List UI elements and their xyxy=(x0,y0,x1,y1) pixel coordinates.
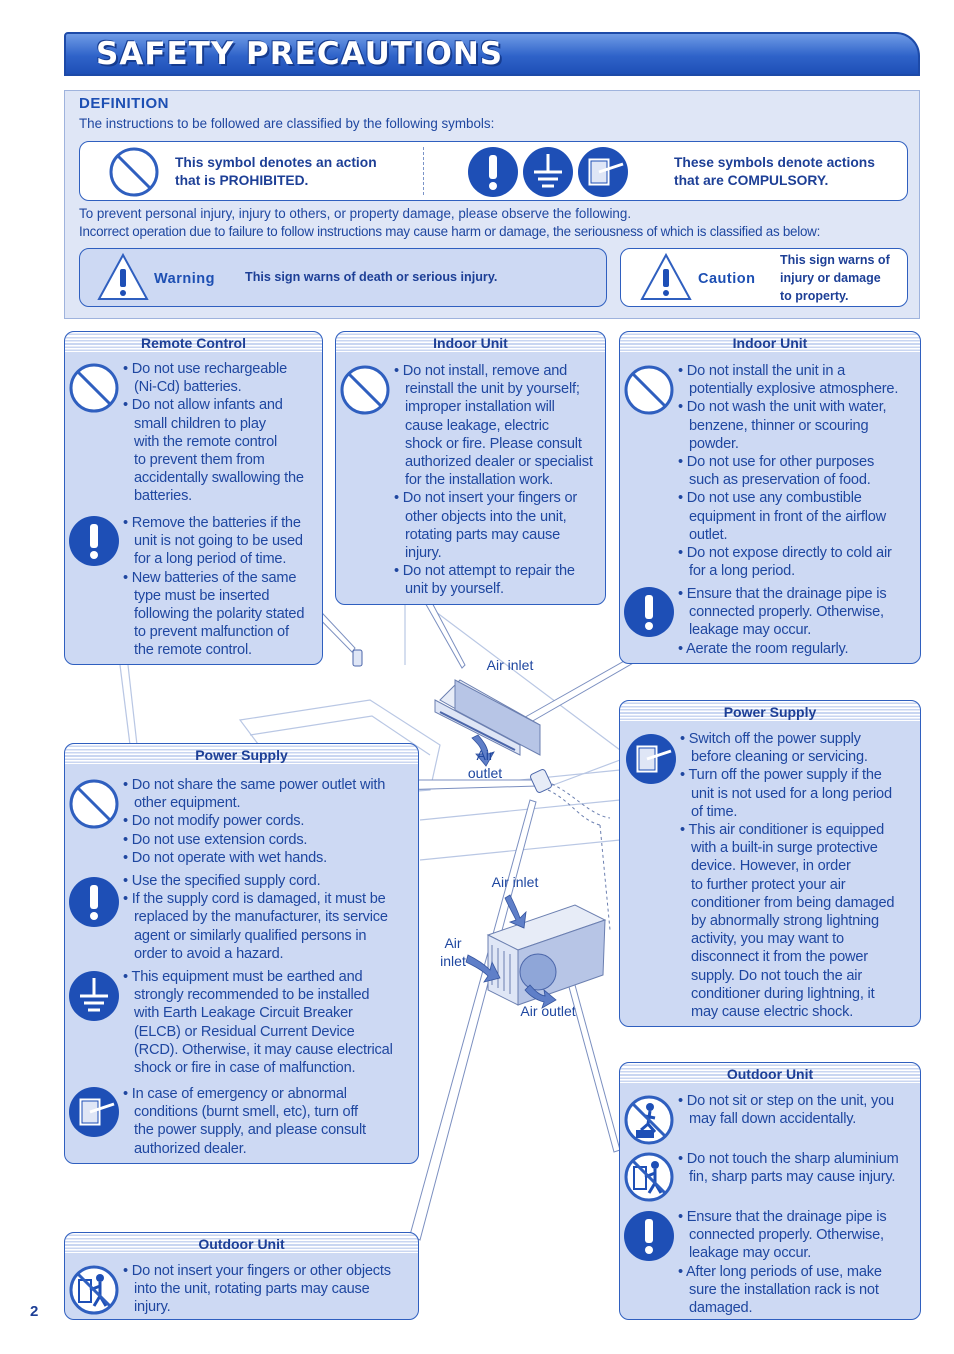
prohibited-icon xyxy=(339,364,391,416)
compulsory-icon xyxy=(68,515,120,567)
outdoor-right-no-step-text: • Do not sit or step on the unit, you may fall down accidentally. xyxy=(678,1093,894,1128)
unplug-icon xyxy=(68,1086,120,1138)
remote-control-heading: Remote Control xyxy=(65,332,322,352)
power-supply-heading-left: Power Supply xyxy=(65,744,418,764)
compulsory-icon xyxy=(623,1210,675,1262)
no-step-icon xyxy=(623,1094,675,1146)
indoor-unit-drawing xyxy=(435,680,540,755)
definition-note-2: Incorrect operation due to failure to follow instructions may cause harm or damage, the seriousness of which is classified as below: xyxy=(79,224,821,239)
no-touch-icon xyxy=(623,1151,675,1203)
power-left-prohibited-text: • Do not share the same power outlet with other equipment. • Do not modify power cords. • Do not use extension cords. • Do not operate with wet hands. xyxy=(123,777,386,866)
outdoor-right-no-touch-text: • Do not touch the sharp aluminium fin, sharp parts may cause injury. xyxy=(678,1151,899,1186)
earth-ground-icon xyxy=(68,970,120,1022)
warning-description: This sign warns of death or serious injury. xyxy=(245,270,498,284)
no-touch-icon xyxy=(68,1264,120,1316)
indoor-unit-heading-1: Indoor Unit xyxy=(336,332,605,352)
page-title: SAFETY PRECAUTIONS xyxy=(96,36,504,72)
definition-intro: The instructions to be followed are classified by the following symbols: xyxy=(79,116,495,131)
compulsory-description: These symbols denote actions that are COMPULSORY. xyxy=(674,155,875,188)
air-outlet-bottom-label: Air outlet xyxy=(520,1003,576,1019)
air-inlet-top-label: Air inlet xyxy=(486,657,534,673)
compulsory-icon xyxy=(623,586,675,638)
definition-heading: DEFINITION xyxy=(79,95,169,112)
compulsory-icon xyxy=(68,876,120,928)
warning-label: Warning xyxy=(154,271,215,287)
air-outlet-top-label: Air outlet xyxy=(467,747,503,781)
prohibited-icon xyxy=(68,778,120,830)
definition-note-1: To prevent personal injury, injury to others, or property damage, please observe the following. xyxy=(79,206,632,221)
remote-drawing xyxy=(353,650,362,666)
prohibited-icon xyxy=(623,364,675,416)
power-left-compulsory-text: • Use the specified supply cord. • If the supply cord is damaged, it must be replaced by the manufacturer, its service agent or similarly qualified persons in order to avoid a hazard. xyxy=(123,873,388,962)
indoor2-prohibited-text: • Do not install the unit in a potentially explosive atmosphere. • Do not wash the unit with water, benzene, thinner or scouring powder. • Do not use for other purposes such as preservation of food. • Do not use any combustible equipment in front of the airflow outlet. • Do not expose directly to cold air for a long period. xyxy=(678,363,899,580)
caution-description: This sign warns of injury or damage to property. xyxy=(780,253,890,303)
prohibited-description: This symbol denotes an action that is PROHIBITED. xyxy=(175,155,377,188)
remote-compulsory-text: • Remove the batteries if the unit is not going to be used for a long period of time. • New batteries of the same type must be inserted following the polarity stated to prevent malfunction of the remote control. xyxy=(123,515,305,659)
page-number: 2 xyxy=(30,1303,39,1320)
outdoor-unit-heading-right: Outdoor Unit xyxy=(620,1063,920,1083)
power-right-text: • Switch off the power supply before cleaning or servicing. • Turn off the power supply if the unit is not used for a long period of time. • This air conditioner is equipped with a built-in surge protective device. However, in order to further protect your air conditioner from being damaged by abnormally strong lightning activity, you may want to disconnect it from the power supply. Do not touch the air conditioner during lightning, it may cause electric shock. xyxy=(680,731,895,1021)
power-left-earth-text: • This equipment must be earthed and strongly recommended to be installed with Earth Leakage Circuit Breaker (ELCB) or Residual Current Device (RCD). Otherwise, it may cause electrical shock or fire in case of malfunction. xyxy=(123,969,393,1077)
air-inlet-mid-label: Air inlet xyxy=(491,874,539,890)
unplug-icon xyxy=(625,733,677,785)
air-inlet-side-label: Air inlet xyxy=(440,935,466,969)
remote-prohibited-text: • Do not use rechargeable (Ni-Cd) batteries. • Do not allow infants and small children to play with the remote control to prevent them from accidentally swallowing the batteries. xyxy=(123,361,304,505)
outdoor-unit-drawing xyxy=(488,905,605,1005)
outdoor-right-compulsory-text: • Ensure that the drainage pipe is connected properly. Otherwise, leakage may occur. • After long periods of use, make sure the installation rack is not damaged. xyxy=(678,1209,887,1317)
plug-drawing xyxy=(530,769,610,930)
outdoor-left-no-touch-text: • Do not insert your fingers or other objects into the unit, rotating parts may cause injury. xyxy=(123,1263,391,1316)
power-left-unplug-text: • In case of emergency or abnormal conditions (burnt smell, etc), turn off the power supply, and please consult authorized dealer. xyxy=(123,1086,366,1157)
indoor1-prohibited-text: • Do not install, remove and reinstall the unit by yourself; improper installation will cause leakage, electric shock or fire. Please consult authorized dealer or specialist for the installation work. • Do not insert your fingers or other objects into the unit, rotating parts may cause injury. • Do not attempt to repair the unit by yourself. xyxy=(394,363,593,598)
outdoor-unit-heading-left: Outdoor Unit xyxy=(65,1233,418,1253)
power-supply-heading-right: Power Supply xyxy=(620,701,920,721)
prohibited-icon xyxy=(68,362,120,414)
indoor2-compulsory-text: • Ensure that the drainage pipe is connected properly. Otherwise, leakage may occur. • Aerate the room regularly. xyxy=(678,586,887,657)
indoor-unit-heading-2: Indoor Unit xyxy=(620,332,920,352)
caution-label: Caution xyxy=(698,271,756,287)
